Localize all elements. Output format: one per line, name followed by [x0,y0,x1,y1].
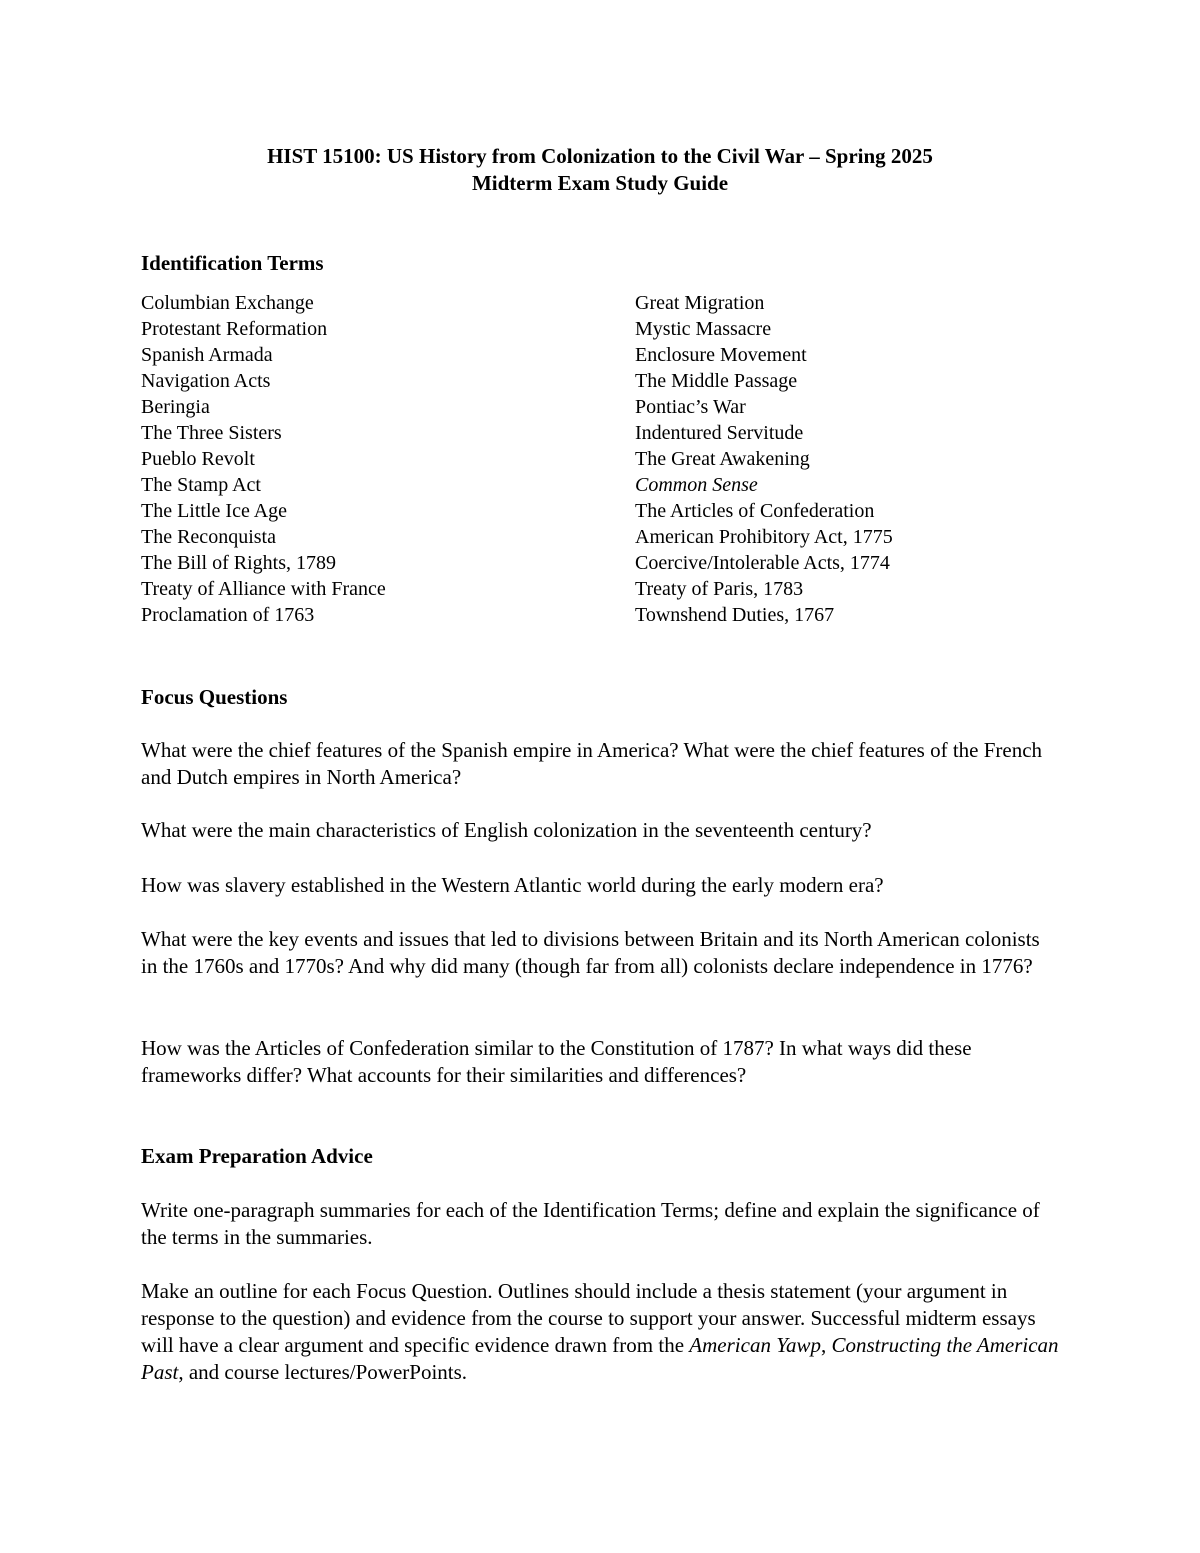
term-item: The Bill of Rights, 1789 [141,552,336,574]
term-item: American Prohibitory Act, 1775 [635,526,893,548]
term-item: The Reconquista [141,526,276,548]
term-item: The Little Ice Age [141,500,288,522]
term-item: Treaty of Paris, 1783 [635,578,804,600]
term-item: The Middle Passage [635,370,798,392]
term-item: Treaty of Alliance with France [141,578,386,600]
focus-question: What were the key events and issues that led to divisions between Britain and its North American colonists in the 1760s and 1770s? And why did many (though far from all) colonists declare independence in 1776? [141,927,1040,978]
book-title: Constructing the American Past [141,1333,1059,1384]
document-title: HIST 15100: US History from Colonization to the Civil War – Spring 2025 [267,144,933,168]
term-item: Great Migration [635,292,765,314]
document-subtitle: Midterm Exam Study Guide [471,171,729,195]
advice-ending: , and course lectures/PowerPoints. [178,1360,468,1384]
term-item: Navigation Acts [141,370,271,392]
focus-question: What were the main characteristics of English colonization in the seventeenth century? [141,818,872,842]
term-item: Protestant Reformation [141,318,328,340]
term-item: The Great Awakening [635,448,810,470]
term-item: Townshend Duties, 1767 [635,604,835,626]
separator-text: , [820,1333,832,1357]
advice-text: Make an outline for each Focus Question. Outlines should include a thesis statement (your argument in response to the question) and evidence from the course to support your answer. Successful midterm essays will have a clear argument and specific evidence drawn from the [141,1279,1036,1357]
exam-advice-heading: Exam Preparation Advice [141,1144,373,1168]
term-item: Pueblo Revolt [141,448,255,470]
term-item: Spanish Armada [141,344,273,366]
term-item: The Three Sisters [141,422,282,444]
term-item: Mystic Massacre [635,318,772,340]
document-title-block [0,143,1200,197]
term-item: Beringia [141,396,210,418]
term-item: Coercive/Intolerable Acts, 1774 [635,552,890,574]
term-item: Pontiac’s War [635,396,746,418]
term-item-italic: Common Sense [635,474,758,496]
focus-question: What were the chief features of the Spanish empire in America? What were the chief features of the French and Dutch empires in North America? [141,738,1043,789]
advice-paragraph [141,1278,1061,1386]
term-item: Columbian Exchange [141,292,314,314]
term-item: Enclosure Movement [635,344,807,366]
terms-right-column [635,290,893,628]
term-item: The Articles of Confederation [635,500,875,522]
advice-paragraph: Write one-paragraph summaries for each of the Identification Terms; define and explain the significance of the terms in the summaries. [141,1198,1040,1249]
focus-question: How was the Articles of Confederation similar to the Constitution of 1787? In what ways did these frameworks differ? What accounts for their similarities and differences? [141,1036,972,1087]
term-item: Indentured Servitude [635,422,804,444]
terms-left-column [141,290,386,628]
term-item: The Stamp Act [141,474,261,496]
focus-questions-heading: Focus Questions [141,685,288,709]
term-item: Proclamation of 1763 [141,604,315,626]
focus-question: How was slavery established in the Western Atlantic world during the early modern era? [141,873,884,897]
identification-terms-heading: Identification Terms [141,251,324,275]
book-title: American Yawp [689,1333,821,1357]
